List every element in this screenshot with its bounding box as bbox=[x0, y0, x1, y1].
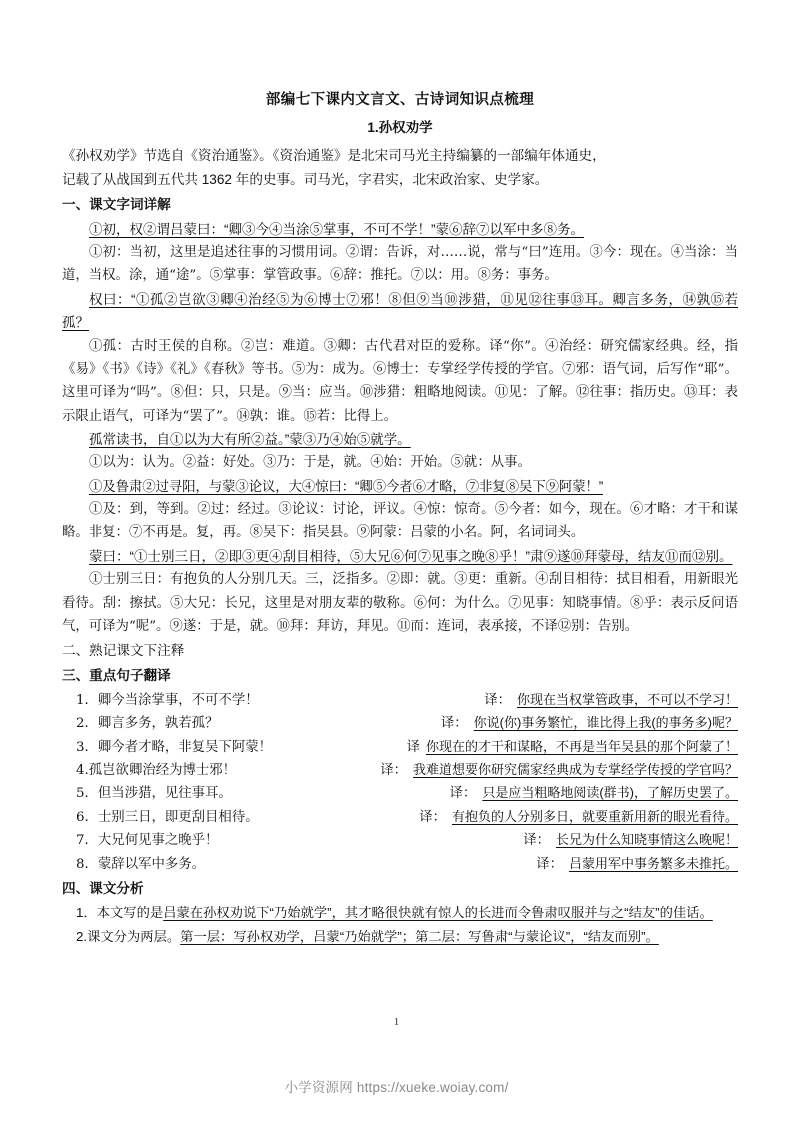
translation-number: 6． bbox=[76, 809, 98, 825]
analysis-item-2-prefix: 2.课文分为两层。 bbox=[76, 929, 181, 945]
translation-value: 你说(你)事务繁忙，谁比得上我(的事务多)呢？ bbox=[473, 715, 738, 731]
intro-paragraph-line-1: 《孙权劝学》节选自《资治通鉴》。《资治通鉴》是北宋司马光主持编纂的一部编年体通史， bbox=[62, 148, 606, 163]
translation-number: 3． bbox=[76, 739, 98, 755]
translation-label: 译 bbox=[406, 739, 420, 755]
translation-number: 1． bbox=[76, 692, 98, 708]
translation-number: 2． bbox=[76, 716, 98, 732]
translation-source: 卿今当涂掌事，不可不学！ bbox=[97, 692, 259, 708]
word-gloss: ①以为：认为。②益：好处。③乃：于是，就。④始：开始。⑤就：从事。 bbox=[89, 455, 531, 471]
intro-paragraph-line-2: 记载了从战国到五代共 1362 年的史事。司马光，字君实，北宋政治家、史学家。 bbox=[62, 172, 549, 188]
section-heading-2: 二、熟记课文下注释 bbox=[62, 643, 185, 660]
page-title: 部编七下课内文言文、古诗词知识点梳理 bbox=[265, 92, 535, 108]
analysis-item-1-underlined: 吕蒙在孙权劝说下“乃始就学”，其才略很快就有惊人的长进而令鲁肃叹服并与之“结友”的佳话。 bbox=[163, 905, 713, 921]
word-gloss: ①及：到，等到。②过：经过。③论议：讨论，评议。④惊：惊奇。⑤今者：如今，现在。⑥才略：才干和谋略。非复：⑦不再是。复，再。⑧吴下：指吴县。⑨阿蒙：吕蒙的小名。阿，名词词头。 bbox=[62, 502, 738, 541]
analysis-item-2 bbox=[62, 925, 738, 949]
translation-label: 译： bbox=[440, 716, 468, 732]
translation-value: 有抱负的人分别多日，就要重新用新的眼光看待。 bbox=[451, 808, 738, 824]
translation-source: 孤岂欲卿治经为博士邪！ bbox=[88, 762, 237, 778]
translation-number: 8． bbox=[76, 856, 98, 872]
translation-label: 译： bbox=[419, 809, 446, 825]
translation-value: 你现在当权掌管政事，不可以不学习！ bbox=[516, 691, 738, 707]
word-gloss: ①士别三日：有抱负的人分别几天。三，泛指多。②即：就。③更：重新。④刮目相待：拭目相看，用新眼光看待。刮：擦拭。⑤大兄：长兄，这里是对朋友辈的敬称。⑥何：为什么。⑦见事：知晓事情。⑧乎：表示反问语气，可译为“呢”。⑨遂：于是，就。⑩拜：拜访，拜见。⑪而：连词，表承接，不译⑫别：告别。 bbox=[62, 572, 738, 634]
word-gloss: ①初：当初，这里是追述往事的习惯用词。②谓：告诉，对……说，常与“曰”连用。③今：现在。④当涂：当道，当权。涂，通“途”。⑤掌事：掌管政事。⑥辞：推托。⑦以：用。⑧务：事务。 bbox=[62, 245, 738, 284]
classical-passage: 蒙曰：“①士别三日，②即③更④刮目相待，⑤大兄⑥何⑦见事之晚⑧乎！”肃⑨遂⑩拜蒙母，结友⑪而⑫别。 bbox=[89, 548, 733, 564]
translation-source: 蒙辞以军中多务。 bbox=[97, 856, 206, 872]
translation-number: 7． bbox=[76, 833, 98, 849]
page-number: 1 bbox=[393, 1016, 400, 1028]
classical-passage: 权曰：“①孤②岂欲③卿④治经⑤为⑥博士⑦邪！⑧但⑨当⑩涉猎，⑪见⑫往事⑬耳。卿言多务，⑭孰⑮若孤？ bbox=[62, 291, 738, 331]
translation-value: 我难道想要你研究儒家经典成为专掌经学传授的学官吗？ bbox=[412, 761, 738, 777]
page-subtitle: 1.孙权劝学 bbox=[367, 120, 433, 135]
analysis-item-2-underlined: 第一层：写孙权劝学，吕蒙“乃始就学”；第二层：写鲁肃“与蒙论议”，“结友而别”。 bbox=[180, 929, 659, 945]
classical-passage: 孤常读书，自①以为大有所②益。”蒙③乃④始⑤就学。 bbox=[89, 431, 411, 447]
translation-row bbox=[62, 782, 738, 805]
translation-source: 但当涉猎，见往事耳。 bbox=[97, 786, 232, 802]
translation-label: 译： bbox=[380, 762, 407, 778]
translation-value: 你现在的才干和谋略，不再是当年吴县的那个阿蒙了！ bbox=[425, 738, 738, 754]
classical-passage: ①及鲁肃②过寻阳，与蒙③论议，大④惊曰：“卿⑤今者⑥才略，⑦非复⑧吴下⑨阿蒙！” bbox=[89, 478, 603, 494]
translation-row bbox=[62, 759, 738, 782]
classical-passage: ①初，权②谓吕蒙曰：“卿③今④当涂⑤掌事，不可不学！”蒙⑥辞⑦以军中多⑧务。 bbox=[89, 221, 584, 237]
translation-number: 4. bbox=[76, 762, 89, 778]
translation-source: 大兄何见事之晚乎！ bbox=[97, 833, 219, 849]
section-heading-4: 四、课文分析 bbox=[62, 881, 144, 897]
translation-row bbox=[62, 736, 738, 759]
translation-number: 5． bbox=[76, 786, 98, 802]
translation-row bbox=[62, 829, 738, 852]
translation-label: 译： bbox=[449, 786, 477, 802]
translation-value: 长兄为什么知晓事情这么晚呢！ bbox=[555, 832, 738, 848]
translation-label: 译： bbox=[536, 856, 563, 872]
section-heading-3: 三、重点句子翻译 bbox=[62, 668, 171, 684]
watermark: 小学资源网 https://xueke.woiay.com/ bbox=[284, 1080, 509, 1095]
translation-value: 吕蒙用军中事务繁多未推托。 bbox=[568, 855, 738, 871]
translation-label: 译： bbox=[484, 692, 511, 708]
section-heading-1: 一、课文字词详解 bbox=[62, 197, 171, 213]
translation-source: 士别三日，即更刮目相待。 bbox=[97, 809, 259, 825]
translation-source: 卿今者才略，非复吴下阿蒙！ bbox=[97, 739, 272, 755]
translation-value: 只是应当粗略地阅读(群书)，了解历史罢了。 bbox=[482, 785, 738, 801]
analysis-item-1 bbox=[62, 901, 738, 925]
translation-source: 卿言多务，孰若孤？ bbox=[97, 716, 219, 732]
translation-row bbox=[62, 689, 738, 712]
translation-row bbox=[62, 853, 738, 876]
analysis-item-1-prefix: 1．本文写的是 bbox=[76, 905, 164, 921]
translation-row bbox=[62, 712, 738, 735]
word-gloss: ①孤：古时王侯的自称。②岂：难道。③卿：古代君对臣的爱称。译“你”。④治经：研究儒家经典。经，指《易》《书》《诗》《礼》《春秋》等书。⑤为：成为。⑥博士：专掌经学传授的学官。⑦邪：语气词，后写作“耶”。这里可译为“吗”。⑧但：只，只是。⑨当：应当。⑩涉猎：粗略地阅读。⑪见：了解。⑫往事：指历史。⑬耳：表示限止语气，可译为“罢了”。⑭孰：谁。⑮若：比得上。 bbox=[62, 338, 738, 424]
translation-row bbox=[62, 806, 738, 829]
translation-label: 译： bbox=[523, 833, 550, 849]
